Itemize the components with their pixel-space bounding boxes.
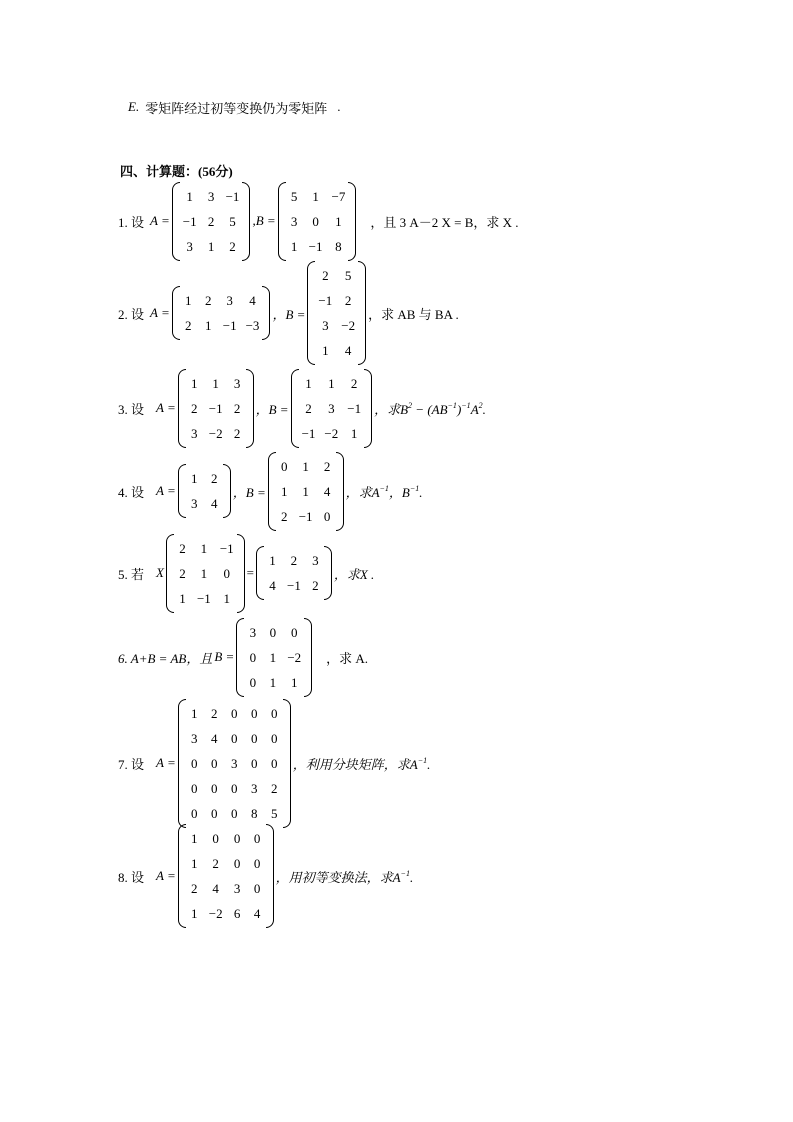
matrix-cell: 0 [231,780,238,796]
matrix-cell: −1 [301,425,316,441]
matrix-grid [180,182,243,261]
problem-tail: ，用初等变换法，求$A^{-1}$. [275,868,414,885]
matrix-cell: 1 [328,375,335,391]
option-e-letter: E. [128,99,140,114]
matrix-cell: 3 [207,188,215,204]
matrix-cell: 3 [322,318,329,333]
problem-2 [118,266,459,360]
matrix-cell: −2 [324,425,339,441]
matrix-cell: 5 [229,213,236,229]
matrix-label: ，B = [272,306,306,322]
matrix-cell: 0 [231,730,238,746]
matrix-a [172,182,251,261]
matrix-grid [264,546,324,600]
matrix-cell: 0 [251,755,258,771]
matrix-cell: 4 [211,730,218,746]
matrix-cell: −2 [208,425,223,441]
problem-tail: ，求X . [333,566,375,582]
right-paren [364,369,372,448]
matrix-cell: 3 [249,624,257,640]
problem-tail: ，求 A. [326,650,369,666]
matrix-grid [299,369,365,448]
option-e-text: 零矩阵经过初等变换仍为零矩阵 [145,100,328,116]
matrix-cell: 2 [191,881,198,896]
matrix-cell: 8 [335,238,342,254]
left-paren [166,534,174,613]
matrix-cell: 6 [233,906,241,921]
matrix-cell: −1 [208,400,223,416]
matrix-cell: 2 [305,400,312,416]
matrix-label: A = [156,483,176,498]
matrix-cell: 1 [212,375,219,391]
matrix-cell: −1 [347,400,362,416]
matrix-a [172,286,271,340]
matrix-r [256,546,332,600]
matrix-cell: 3 [186,238,193,254]
matrix-cell: 3 [233,375,241,391]
problem-1 [118,184,519,258]
matrix-b [268,452,344,531]
matrix-cell: 1 [322,343,329,358]
left-paren [178,369,186,448]
matrix-label: ，B = [232,484,266,500]
matrix-grid [186,699,283,828]
matrix-cell: 0 [271,755,278,771]
matrix-cell: 2 [350,375,358,391]
matrix-cell: 1 [290,238,298,254]
matrix-cell: −7 [331,188,346,204]
matrix-cell: 2 [323,458,331,474]
matrix-cell: 1 [179,590,186,606]
right-paren [246,369,254,448]
matrix-cell: 3 [233,881,241,896]
matrix-cell: 1 [200,565,208,581]
matrix-cell: 0 [312,213,319,229]
option-e [128,96,340,118]
matrix-cell: 1 [269,553,276,568]
matrix-cell: −1 [318,293,333,308]
matrix-cell: 0 [253,856,261,871]
right-paren [242,182,250,261]
matrix-cell: 1 [185,293,192,308]
matrix-cell: 2 [185,318,192,333]
equals-sign: = [246,565,254,580]
left-paren [178,464,186,518]
matrix-cell: 0 [249,649,257,665]
matrix-b [291,369,373,448]
matrix-cell: 0 [233,831,241,846]
matrix-cell: 0 [191,780,198,796]
matrix-cell: 1 [350,425,358,441]
matrix-cell: −1 [219,540,234,556]
matrix-cell: 0 [253,831,261,846]
matrix-label: A = [156,868,176,883]
matrix-grid [180,286,263,340]
matrix-cell: −2 [208,906,223,921]
left-paren [268,452,276,531]
problem-tail: ，利用分块矩阵，求$A^{-1}$. [292,755,431,772]
matrix-cell: 3 [290,213,298,229]
matrix-cell: 0 [271,705,278,721]
matrix-cell: 1 [191,375,198,391]
matrix-grid [244,618,304,697]
matrix-cell: 2 [179,540,186,556]
problem-number: 7. 设 [118,756,145,772]
matrix-cell: −1 [298,508,313,524]
matrix-cell: −1 [222,318,237,333]
right-paren [262,286,270,340]
matrix-cell: 1 [191,831,198,846]
matrix-cell: 2 [290,553,298,568]
matrix-cell: 0 [211,805,218,821]
matrix-cell: 1 [223,590,230,606]
matrix-cell: 2 [212,856,219,871]
matrix-grid [174,534,237,613]
matrix-cell: 2 [229,238,236,254]
problem-number: 6. A+B = AB，且 [118,650,213,666]
matrix-cell: 3 [328,400,335,416]
matrix-cell: 0 [223,565,230,581]
matrix-cell: 4 [253,906,261,921]
left-paren [172,286,180,340]
matrix-cell: 2 [207,213,215,229]
problem-tail: ，求 AB 与 BA . [368,306,459,322]
problem-tail: ，求$B^2 - (AB^{-1})^{-1}A^2$. [374,400,486,417]
matrix-cell: 0 [233,856,241,871]
matrix-cell: 1 [269,649,277,665]
matrix-cell: 0 [231,705,238,721]
problem-5 [118,536,374,610]
matrix-cell: 4 [269,578,276,593]
problem-tail: ，求$A^{-1}$，$B^{-1}$. [345,483,423,500]
matrix-cell: 1 [305,375,312,391]
matrix-cell: 3 [226,293,233,308]
problem-3 [118,371,486,445]
section-title: 四、计算题：(56分) [120,163,233,179]
matrix-a [178,699,291,828]
matrix-b [307,261,366,365]
left-paren [178,824,186,928]
matrix-cell: 4 [344,343,352,358]
matrix-grid [276,452,336,531]
matrix-cell: 3 [191,496,198,511]
matrix-cell: 1 [312,188,319,204]
matrix-grid [186,824,266,928]
matrix-cell: 5 [271,805,278,821]
matrix-cell: 0 [280,458,288,474]
matrix-cell: 0 [251,730,258,746]
matrix-grid [315,261,358,365]
problem-7 [118,702,430,824]
problem-tail: ，且 3 A－2 X = B，求 X . [370,214,519,230]
matrix-label: A = [150,305,170,320]
matrix-cell: −2 [341,318,356,333]
matrix-cell: 2 [312,578,319,593]
matrix-cell: 2 [233,425,241,441]
matrix-cell: 1 [191,705,198,721]
matrix-a [178,369,254,448]
matrix-m [166,534,245,613]
matrix-cell: 2 [205,293,212,308]
matrix-cell: 0 [212,831,219,846]
matrix-cell: 1 [205,318,212,333]
matrix-cell: 2 [344,293,352,308]
matrix-cell: −3 [245,318,260,333]
matrix-cell: 1 [302,483,309,499]
matrix-cell: −2 [287,649,302,665]
matrix-cell: −1 [287,578,301,593]
left-paren [236,618,244,697]
matrix-cell: 2 [179,565,186,581]
matrix-b [278,182,357,261]
matrix-grid [286,182,349,261]
matrix-cell: 0 [253,881,261,896]
matrix-label: X [156,565,164,580]
matrix-cell: −1 [308,238,323,254]
matrix-cell: 2 [322,268,329,283]
matrix-cell: 4 [212,881,219,896]
matrix-grid [186,369,246,448]
matrix-cell: 2 [233,400,241,416]
matrix-cell: −1 [225,188,240,204]
right-paren [304,618,312,697]
matrix-cell: 2 [191,400,198,416]
option-e-end: . [337,99,341,114]
matrix-cell: −1 [196,590,211,606]
matrix-grid [186,464,223,518]
matrix-cell: 0 [251,705,258,721]
left-paren [291,369,299,448]
matrix-a [178,824,274,928]
matrix-cell: −1 [182,213,197,229]
matrix-cell: 5 [344,268,352,283]
problem-number: 4. 设 [118,484,145,500]
matrix-cell: 0 [269,624,277,640]
problem-6 [118,620,368,694]
matrix-cell: 1 [280,483,288,499]
matrix-label: A = [150,213,170,228]
left-paren [256,546,264,600]
problem-number: 3. 设 [118,401,145,417]
matrix-cell: 0 [231,805,238,821]
matrix-cell: 2 [211,471,218,486]
left-paren [178,699,186,828]
matrix-label: ，B = [255,401,289,417]
matrix-cell: 1 [186,188,193,204]
problem-number: 2. 设 [118,306,145,322]
matrix-label: A = [156,755,176,770]
matrix-cell: 0 [211,780,218,796]
matrix-cell: 3 [312,553,319,568]
matrix-b [236,618,312,697]
matrix-cell: 1 [302,458,309,474]
matrix-cell: 4 [211,496,218,511]
matrix-cell: 2 [280,508,288,524]
matrix-cell: 0 [290,624,298,640]
matrix-cell: 1 [290,674,298,690]
matrix-cell: 0 [249,674,257,690]
matrix-label: B = [214,649,235,664]
matrix-cell: 1 [191,471,198,486]
matrix-cell: 0 [191,755,198,771]
matrix-cell: 0 [271,730,278,746]
matrix-cell: 3 [191,425,198,441]
right-paren [324,546,332,600]
right-paren [283,699,291,828]
matrix-cell: 1 [200,540,208,556]
left-paren [278,182,286,261]
matrix-cell: 0 [211,755,218,771]
right-paren [237,534,245,613]
matrix-cell: 0 [323,508,331,524]
right-paren [348,182,356,261]
matrix-cell: 3 [231,755,238,771]
matrix-cell: 4 [323,483,331,499]
matrix-label: A = [156,400,176,415]
matrix-cell: 2 [211,705,218,721]
right-paren [266,824,274,928]
matrix-cell: 0 [191,805,198,821]
matrix-cell: 3 [191,730,198,746]
right-paren [336,452,344,531]
matrix-cell: 1 [207,238,215,254]
matrix-a [178,464,231,518]
matrix-cell: 1 [191,856,198,871]
matrix-cell: 8 [251,805,258,821]
matrix-cell: 4 [249,293,256,308]
matrix-cell: 1 [191,906,198,921]
matrix-cell: 1 [269,674,277,690]
problem-4 [118,454,423,528]
problem-number: 1. 设 [118,214,145,230]
matrix-cell: 5 [290,188,298,204]
right-paren [223,464,231,518]
matrix-cell: 3 [251,780,258,796]
matrix-cell: 2 [271,780,278,796]
left-paren [307,261,315,365]
left-paren [172,182,180,261]
matrix-label: ,B = [252,213,276,228]
problem-number: 8. 设 [118,869,145,885]
problem-8 [118,827,413,925]
matrix-cell: 1 [335,213,342,229]
right-paren [358,261,366,365]
problem-number: 5. 若 [118,566,145,582]
